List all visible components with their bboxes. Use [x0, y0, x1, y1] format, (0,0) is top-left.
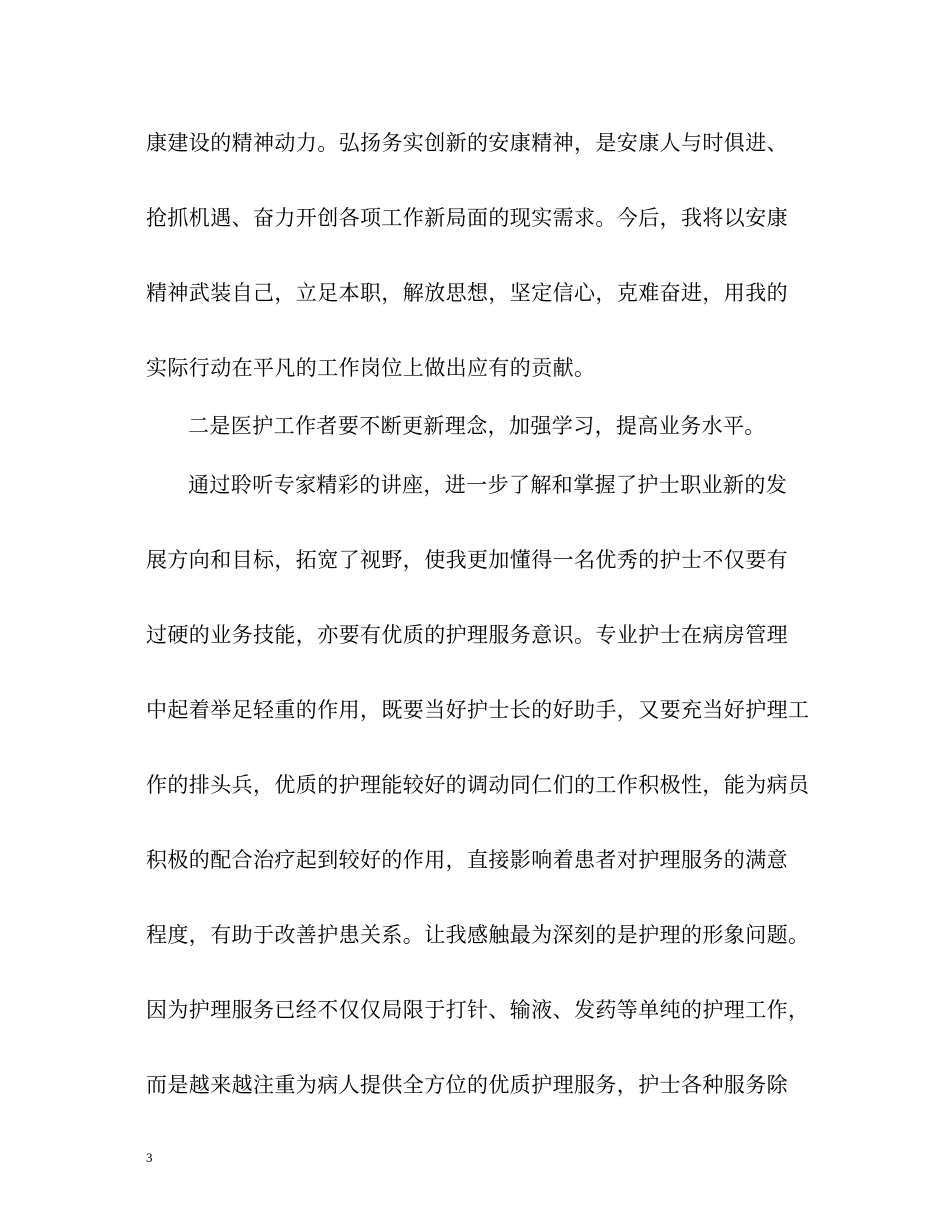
paragraph-2-line-1: 二是医护工作者要不断更新理念，加强学习，提高业务水平。	[188, 414, 766, 438]
paragraph-3-line-8: 因为护理服务已经不仅仅局限于打针、输液、发药等单纯的护理工作，	[146, 998, 810, 1022]
paragraph-3-line-9: 而是越来越注重为病人提供全方位的优质护理服务，护士各种服务除	[146, 1073, 788, 1097]
paragraph-1-line-4: 实际行动在平凡的工作岗位上做出应有的贡献。	[146, 356, 596, 380]
page-number: 3	[146, 1150, 153, 1165]
paragraph-1-line-2: 抢抓机遇、奋力开创各项工作新局面的现实需求。今后，我将以安康	[146, 206, 788, 230]
paragraph-3-line-2: 展方向和目标，拓宽了视野，使我更加懂得一名优秀的护士不仅要有	[146, 548, 788, 572]
paragraph-1-line-1: 康建设的精神动力。弘扬务实创新的安康精神，是安康人与时俱进、	[146, 131, 788, 155]
paragraph-3-line-1: 通过聆听专家精彩的讲座，进一步了解和掌握了护士职业新的发	[188, 473, 788, 497]
paragraph-3-line-4: 中起着举足轻重的作用，既要当好护士长的好助手，又要充当好护理工	[146, 698, 810, 722]
paragraph-3-line-3: 过硬的业务技能，亦要有优质的护理服务意识。专业护士在病房管理	[146, 623, 788, 647]
paragraph-3-line-5: 作的排头兵，优质的护理能较好的调动同仁们的工作积极性，能为病员	[146, 773, 810, 797]
paragraph-3-line-6: 积极的配合治疗起到较好的作用，直接影响着患者对护理服务的满意	[146, 848, 788, 872]
paragraph-1-line-3: 精神武装自己，立足本职，解放思想，坚定信心，克难奋进，用我的	[146, 281, 788, 305]
paragraph-3-line-7: 程度，有助于改善护患关系。让我感触最为深刻的是护理的形象问题。	[146, 923, 810, 947]
